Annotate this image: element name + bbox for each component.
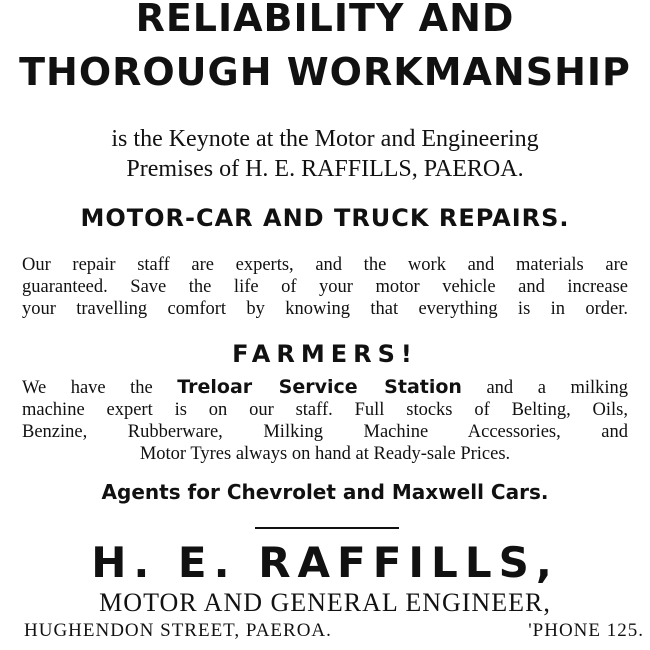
company-name: H. E. RAFFILLS, xyxy=(91,538,559,587)
headline-line-1: RELIABILITY AND xyxy=(135,0,515,40)
repairs-paragraph xyxy=(22,254,628,320)
farmers-line-2: machine expert is on our staff. Full stocks of Belting, Oils, xyxy=(22,400,628,420)
agents-line: Agents for Chevrolet and Maxwell Cars. xyxy=(101,480,549,504)
farmers-line-1 xyxy=(22,376,628,399)
farmers-paragraph xyxy=(22,376,628,465)
farmers-line-1-after: and a milking xyxy=(461,378,628,398)
repairs-line-2: guaranteed. Save the life of your motor vehicle and increase xyxy=(22,277,628,297)
farmers-line-1-before: We have the xyxy=(22,378,178,398)
farmers-heading: FARMERS! xyxy=(232,340,418,368)
phone-number: 'PHONE 125. xyxy=(528,620,644,641)
street-address: HUGHENDON STREET, PAEROA. xyxy=(24,620,332,641)
intro-line-2: Premises of H. E. RAFFILLS, PAEROA. xyxy=(126,156,524,182)
repairs-line-3: your travelling comfort by knowing that everything is in order. xyxy=(22,299,628,319)
company-title: MOTOR AND GENERAL ENGINEER, xyxy=(99,588,551,617)
farmers-line-3: Benzine, Rubberware, Milking Machine Accessories, and xyxy=(22,422,628,442)
headline-line-2: THOROUGH WORKMANSHIP xyxy=(19,50,631,94)
treloar-service-station: Treloar Service Station xyxy=(177,376,462,398)
divider-rule xyxy=(255,527,399,529)
repairs-heading: MOTOR-CAR AND TRUCK REPAIRS. xyxy=(80,204,570,232)
intro-line-1: is the Keynote at the Motor and Engineering xyxy=(111,126,539,152)
farmers-line-4: Motor Tyres always on hand at Ready-sale Prices. xyxy=(139,444,511,464)
repairs-line-1: Our repair staff are experts, and the work and materials are xyxy=(22,255,628,275)
